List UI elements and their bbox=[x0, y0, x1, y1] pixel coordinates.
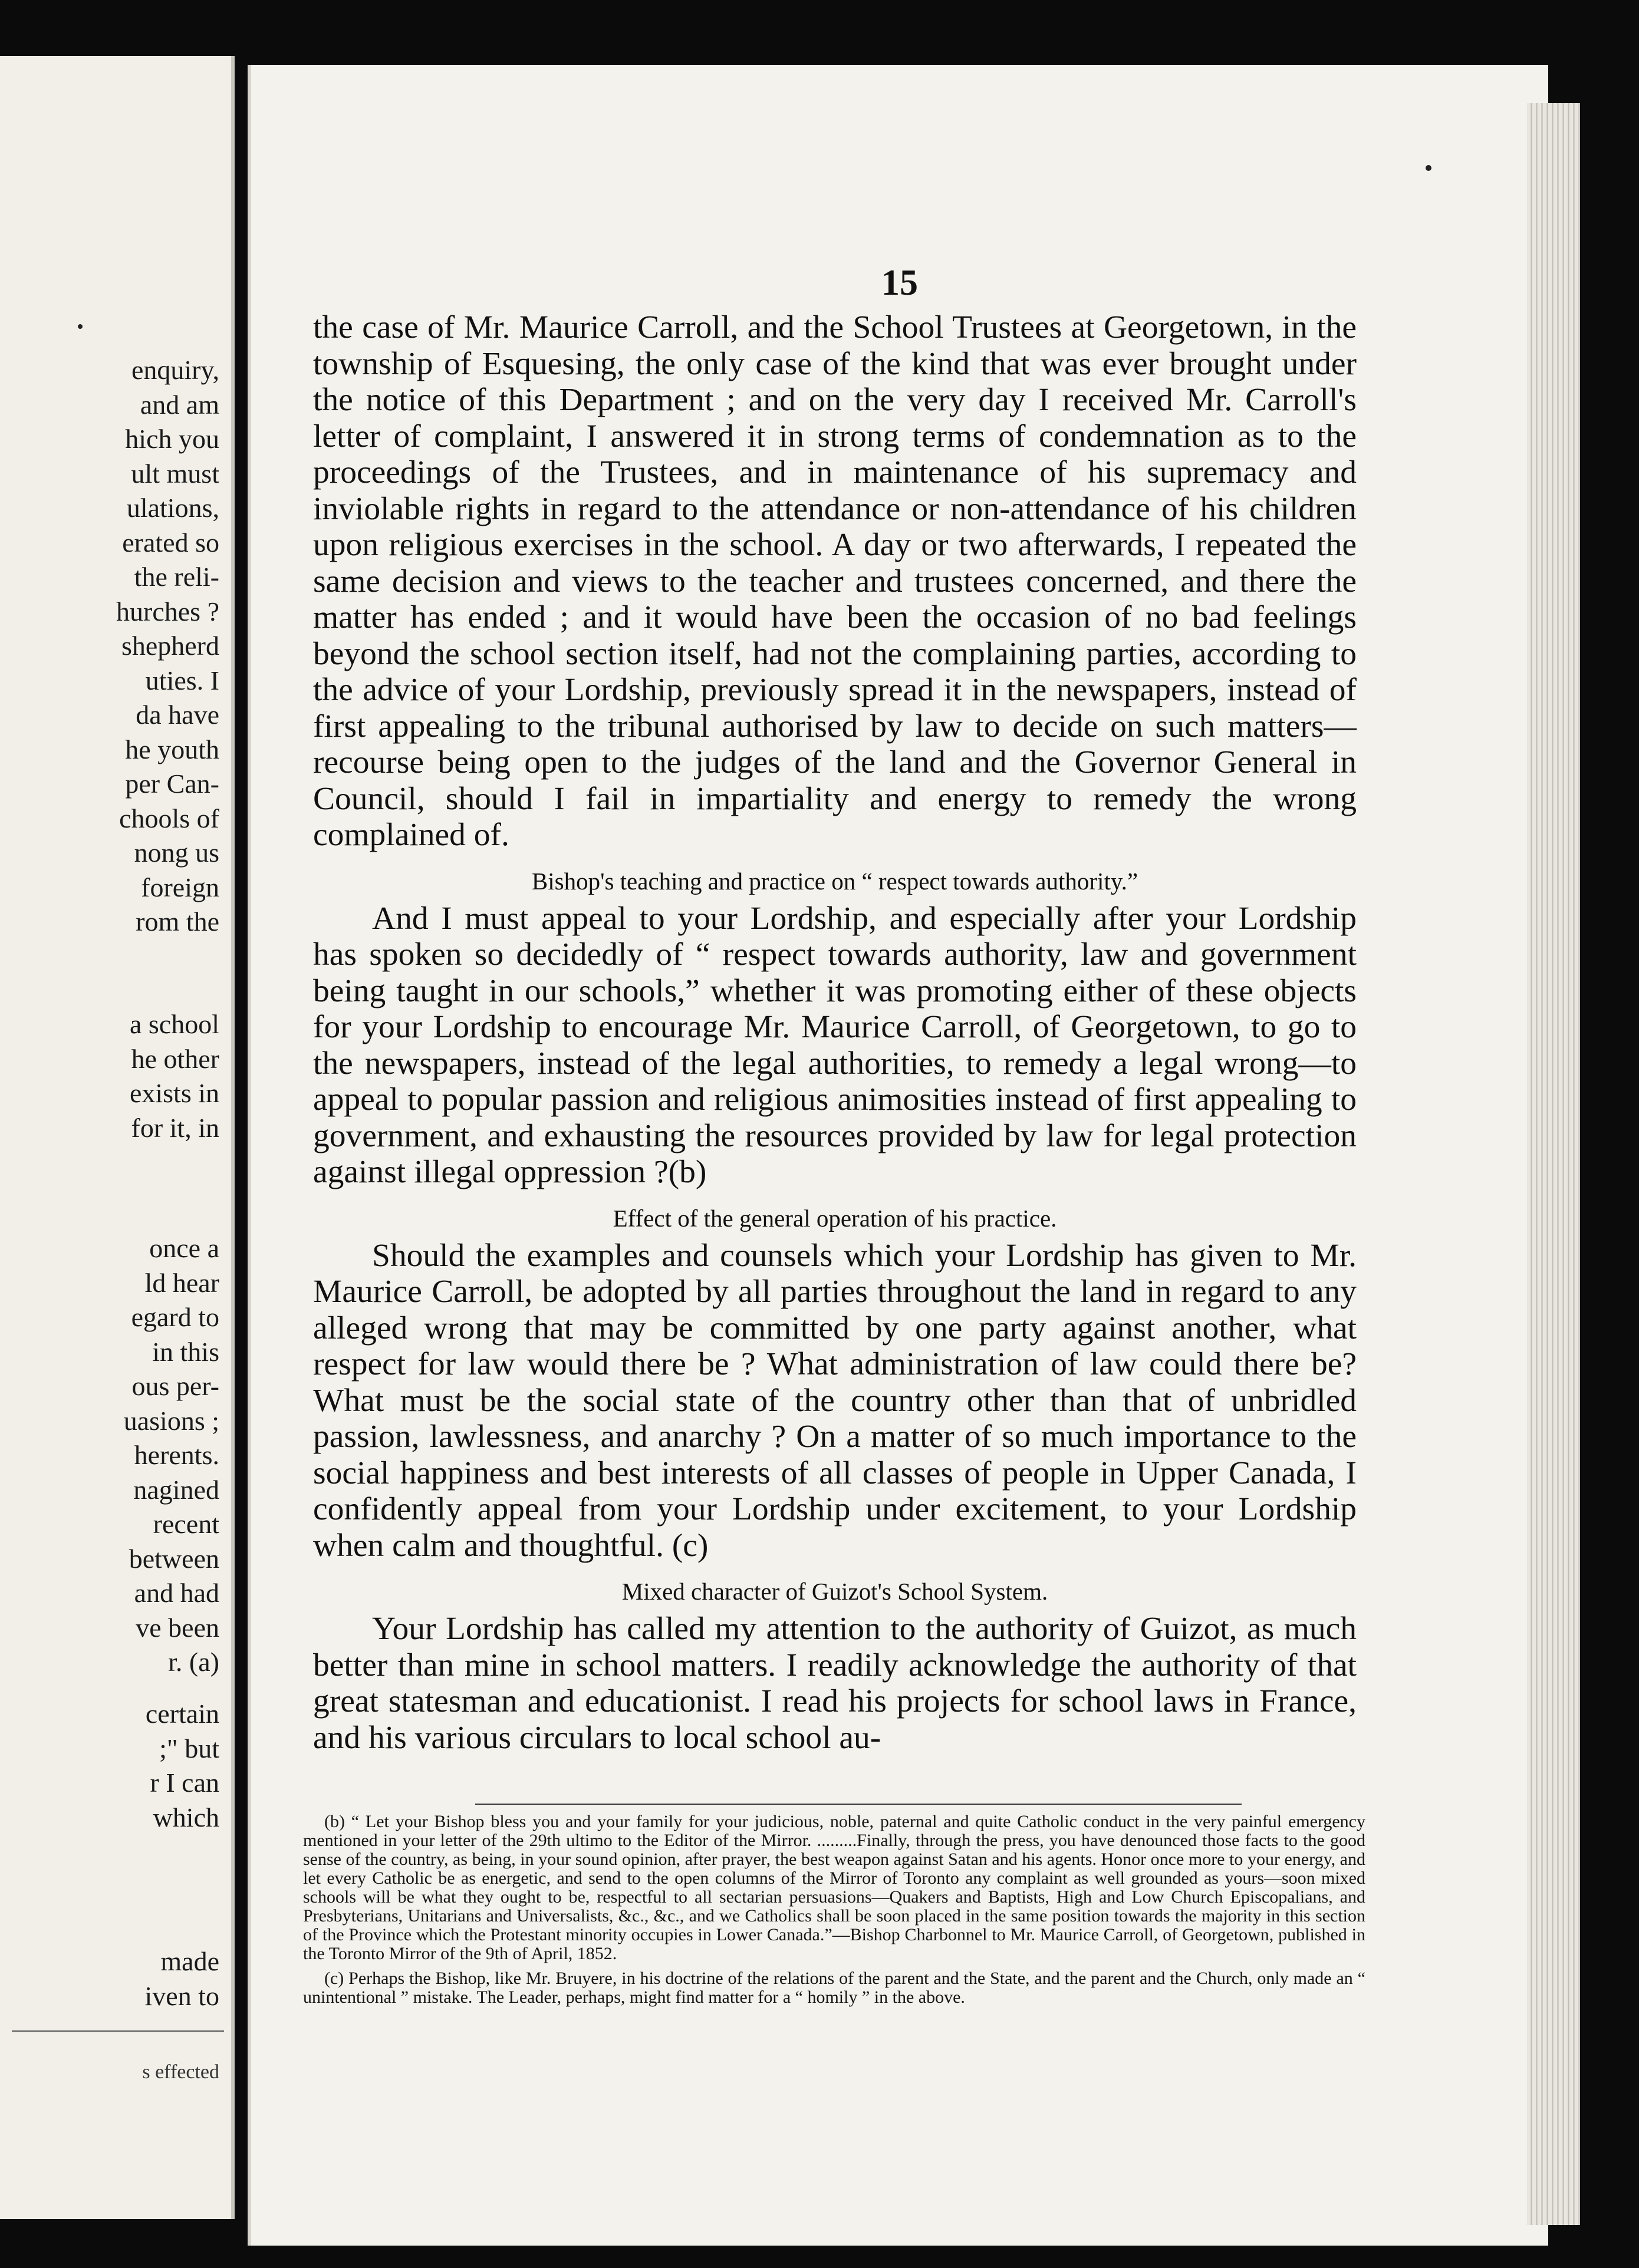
paragraph-1: the case of Mr. Maurice Carroll, and the School Trustees at Georgetown, in the township of Esquesing, the only case of the kind that was ever brought under the notice of this Department ; and on the very day I received Mr. Carroll's letter of complaint, I answered it in strong terms of condemnation as to the proceedings of the Trustees, and in maintenance of his supremacy and inviolable rights in regard to the attendance or non-attendance of his children upon religious exercises in the school. A day or two afterwards, I repeated the same decision and views to the teacher and trustees concerned, and there the matter has ended ; and it would have been the occasion of no bad feelings beyond the school section itself, had not the complaining parties, according to the advice of your Lordship, previously spread it in the newspapers, instead of first appealing to the tribunal authorised by law to decide on such matters—recourse being open to the judges of the land and the Governor General in Council, should I fail in impartiality and energy to remedy the wrong complained of. bbox=[313, 309, 1357, 853]
left-footnote-fragment: s effected bbox=[142, 2061, 219, 2083]
left-page-line: in this bbox=[152, 1336, 219, 1367]
ink-speck bbox=[1426, 165, 1431, 171]
left-page-line: recent bbox=[153, 1509, 219, 1539]
side-heading-1: Bishop's teaching and practice on “ respect towards authority.” bbox=[531, 867, 1138, 895]
left-page-line: hich you bbox=[125, 424, 219, 454]
left-page-line: and had bbox=[134, 1578, 219, 1608]
left-page-line: iven to bbox=[144, 1980, 219, 2011]
left-page-line: ld hear bbox=[144, 1267, 219, 1298]
left-page-line: certain bbox=[145, 1699, 219, 1729]
left-page-line: rom the bbox=[136, 906, 219, 937]
left-page-line: ;" but bbox=[159, 1733, 219, 1763]
left-page-line: per Can- bbox=[125, 769, 219, 799]
left-page-line: r I can bbox=[150, 1768, 219, 1798]
left-page-line: a school bbox=[129, 1009, 219, 1039]
left-page-line: between bbox=[129, 1543, 219, 1574]
left-footnote-divider bbox=[12, 2030, 224, 2032]
footnote-c: (c) Perhaps the Bishop, like Mr. Bruyere, in his doctrine of the relations of the parent and the State, and the parent and the Church, only made an “ unintentional ” mistake. The Leader, perhaps, might find matter for a “ homily ” in the above. bbox=[303, 1969, 1365, 2007]
left-page-line: r. (a) bbox=[168, 1647, 219, 1677]
left-page-line: nagined bbox=[133, 1474, 219, 1505]
footnotes bbox=[303, 1812, 1365, 2013]
left-page-line: for it, in bbox=[131, 1112, 219, 1143]
paragraph-2: And I must appeal to your Lordship, and especially after your Lordship has spoken so decidedly of “ respect towards authority, law and government being taught in our schools,” whether it was promoting either of these objects for your Lordship to encourage Mr. Maurice Carroll, of Georgetown, to go to the newspapers, instead of the legal authorities, to remedy a legal wrong—to appeal to popular passion and religious animosities instead of first appealing to government, and exhausting the resources provided by law for legal protection against illegal oppression ?(b) bbox=[313, 900, 1357, 1190]
left-page-line: nong us bbox=[134, 838, 219, 868]
book-page bbox=[248, 65, 1548, 2246]
page-number: 15 bbox=[881, 263, 918, 303]
left-page-line: egard to bbox=[131, 1302, 219, 1332]
left-page-line: ous per- bbox=[131, 1371, 219, 1401]
left-page-line: he youth bbox=[125, 734, 219, 764]
ink-speck bbox=[78, 324, 83, 329]
side-heading-3: Mixed character of Guizot's School System. bbox=[621, 1578, 1048, 1605]
left-page-line: ult must bbox=[131, 458, 219, 489]
left-page-line: enquiry, bbox=[131, 355, 219, 385]
side-heading-2: Effect of the general operation of his practice. bbox=[613, 1204, 1057, 1232]
left-page-line: uasions ; bbox=[123, 1405, 219, 1436]
left-page-line: exists in bbox=[129, 1078, 219, 1108]
left-page-line: chools of bbox=[119, 803, 219, 833]
left-page-line: da have bbox=[136, 700, 219, 730]
page-body bbox=[313, 309, 1357, 1756]
left-page-line: and am bbox=[140, 389, 219, 420]
left-page-line: which bbox=[153, 1802, 219, 1832]
left-page-line: herents. bbox=[134, 1440, 219, 1470]
paragraph-3: Should the examples and counsels which your Lordship has given to Mr. Maurice Carroll, be adopted by all parties throughout the land in regard to any alleged wrong that may be committed by one party against another, what respect for law would there be ? What administration of law could there be? What must be the social state of the country other than that of unbridled passion, lawlessness, and anarchy ? On a matter of so much importance to the social happiness and best interests of all classes of people in Upper Canada, I confidently appeal from your Lordship under excitement, to your Lordship when calm and thoughtful. (c) bbox=[313, 1237, 1357, 1564]
left-page-line: he other bbox=[131, 1043, 219, 1074]
paragraph-4: Your Lordship has called my attention to the authority of Guizot, as much better than mine in school matters. I readily acknowledge the authority of that great statesman and educationist. I read his projects for school laws in France, and his various circulars to local school au- bbox=[313, 1611, 1357, 1756]
footnote-b: (b) “ Let your Bishop bless you and your family for your judicious, noble, paternal and quite Catholic conduct in the very painful emergency mentioned in your letter of the 29th ultimo to the Editor of the Mirror. .........Finally, through the press, you have denounced those facts to the good sense of the country, as being, in your sound opinion, after prayer, the best weapon against Satan and his agents. Honor once more to your energy, and let every Catholic be as energetic, and send to the open columns of the Mirror of Toronto any complaint as well grounded as yours—soon mixed schools will be what they ought to be, respectful to all sectarian persuasions—Quakers and Baptists, High and Low Church Episcopalians, and Presbyterians, Unitarians and Universalists, &c., &c., and we Catholics shall be soon placed in the same position towards the majority in this section of the Province which the Protestant minority occupies in Lower Canada.”—Bishop Charbonnel to Mr. Maurice Carroll, of Georgetown, published in the Toronto Mirror of the 9th of April, 1852. bbox=[303, 1812, 1365, 1963]
left-page-line: hurches ? bbox=[116, 596, 219, 627]
left-page-line: the reli- bbox=[134, 562, 219, 592]
left-page-line: once a bbox=[149, 1233, 219, 1263]
left-page-line: uties. I bbox=[145, 665, 219, 695]
left-page-line: ve been bbox=[136, 1612, 219, 1643]
left-page-line: foreign bbox=[141, 872, 219, 902]
previous-page-fragment bbox=[0, 56, 235, 2219]
footnote-divider bbox=[475, 1804, 1242, 1805]
left-page-line: made bbox=[160, 1946, 219, 1976]
left-page-line: erated so bbox=[122, 527, 219, 558]
page-edges bbox=[1527, 103, 1580, 2225]
left-page-line: ulations, bbox=[126, 493, 219, 523]
left-page-line: shepherd bbox=[121, 631, 219, 661]
